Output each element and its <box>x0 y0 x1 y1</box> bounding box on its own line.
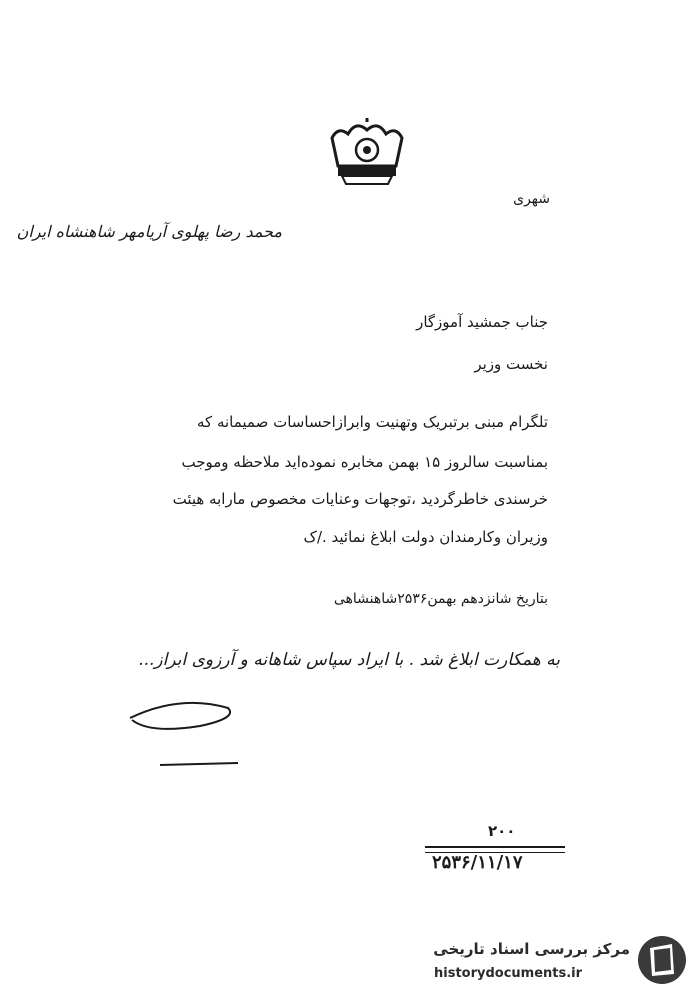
divider <box>425 846 565 848</box>
body-line: وزیران وکارمندان دولت ابلاغ نمائید ./ک <box>303 528 548 546</box>
crown-emblem-icon <box>326 118 408 188</box>
body-line: خرسندی خاطرگردید ،توجهات وعنایات مخصوص مارابه هیئت <box>172 490 548 508</box>
signature <box>120 690 240 780</box>
body-line: تلگرام مبنی برتبریک وتهنیت وابرازاحساسات صمیمانه که <box>197 413 548 431</box>
recipient-position: نخست وزیر <box>474 355 548 373</box>
archive-logo-icon <box>636 934 688 986</box>
reference-number: ۲۰۰ <box>488 822 516 840</box>
body-line: بمناسبت سالروز ۱۵ بهمن مخابره نموده‌اید ملاحظه وموجب <box>181 453 548 471</box>
letterhead-city: شهری <box>513 191 550 207</box>
royal-title: محمد رضا پهلوی آریامهر شاهنشاه ایران <box>16 222 282 241</box>
recipient-name: جناب جمشید آموزگار <box>416 313 548 331</box>
handwritten-note: به همکارت ابلاغ شد . با ایراد سپاس شاهانه و آرزوی ابراز... <box>138 650 560 670</box>
watermark-name: مرکز بررسی اسناد تاریخی <box>433 940 630 958</box>
watermark-url: historydocuments.ir <box>434 966 583 981</box>
reference-date: ۲۵۳۶/۱۱/۱۷ <box>432 852 523 873</box>
letter-date: بتاریخ شانزدهم بهمن۲۵۳۶شاهنشاهی <box>333 591 548 607</box>
